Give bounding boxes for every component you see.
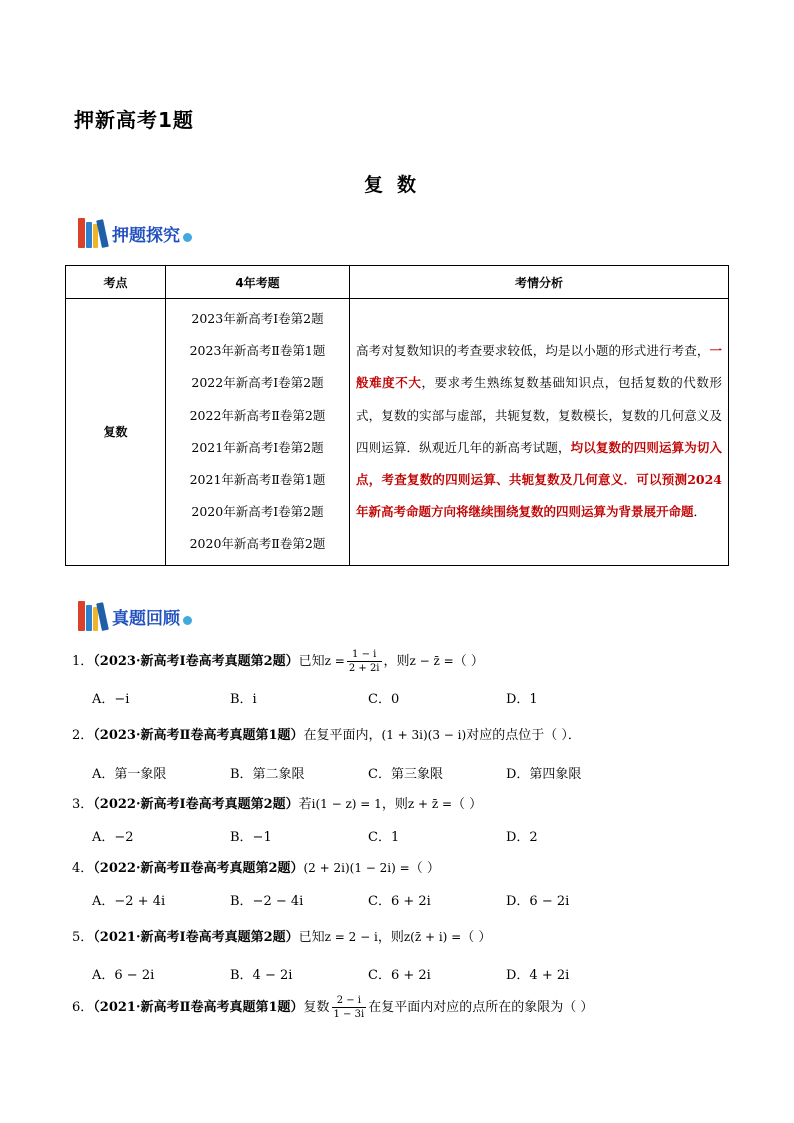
option-b[interactable]: B．−1 xyxy=(230,830,272,845)
analysis-text: ． xyxy=(693,504,707,520)
section-explore-heading xyxy=(78,214,192,248)
option-d[interactable]: D．6 − 2i xyxy=(506,894,570,909)
option-a[interactable]: A．−2 xyxy=(92,830,134,845)
question-text: 已知 xyxy=(298,930,325,945)
analysis-cell xyxy=(350,299,729,566)
exam-item: 2021年新高考Ⅰ卷第2题 xyxy=(191,439,324,455)
option-b[interactable]: B．第二象限 xyxy=(230,767,305,782)
analysis-table xyxy=(65,265,729,566)
exam-item: 2023年新高考Ⅱ卷第1题 xyxy=(189,343,326,359)
question-source: （2022·新高考Ⅰ卷高考真题第2题） xyxy=(93,797,299,812)
options-5 xyxy=(92,964,644,983)
option-d[interactable]: D．2 xyxy=(506,830,538,845)
option-d[interactable]: D．1 xyxy=(506,692,538,707)
fraction-denominator: 1 − 3i xyxy=(333,1009,365,1020)
question-number: 6． xyxy=(72,1000,94,1015)
question-source: （2023·新高考Ⅰ卷高考真题第2题） xyxy=(93,654,299,669)
option-c[interactable]: C．1 xyxy=(368,830,400,845)
option-a[interactable]: A．−i xyxy=(92,692,130,707)
option-d[interactable]: D．4 + 2i xyxy=(506,968,570,983)
math-expr: z(z̄ + i) = xyxy=(403,930,462,944)
fraction xyxy=(347,648,382,675)
question-source: （2021·新高考Ⅱ卷高考真题第1题） xyxy=(93,1000,304,1015)
section-review-label: 真题回顾 xyxy=(112,609,180,629)
question-5 xyxy=(72,926,491,945)
math-expr: (1 + 3i)(3 − i) xyxy=(381,728,467,742)
question-text: 复数 xyxy=(303,1000,330,1015)
fraction-numerator: 2 − i xyxy=(332,994,367,1008)
math-expr: z + z̄ = xyxy=(407,797,453,811)
exam-item: 2022年新高考Ⅰ卷第2题 xyxy=(191,375,324,391)
header-topic: 考点 xyxy=(66,266,166,299)
question-text: 在复平面内对应的点所在的象限为（ ） xyxy=(368,1000,594,1015)
analysis-highlight: 均以复数的四则运算为切入点，考查复数的四则运算、共轭复数及几何意义．可以预测2024年新高考命题方向将继续围绕复数的四则运算为背景展开命题 xyxy=(356,439,722,520)
options-1 xyxy=(92,688,644,707)
books-icon xyxy=(78,599,110,631)
question-text: 对应的点位于（ ）． xyxy=(466,728,581,743)
question-text: ，则 xyxy=(381,797,408,812)
question-source: （2022·新高考Ⅱ卷高考真题第2题） xyxy=(93,861,304,876)
question-3 xyxy=(72,793,482,812)
question-source: （2021·新高考Ⅰ卷高考真题第2题） xyxy=(93,930,299,945)
exams-cell xyxy=(166,299,350,566)
question-4 xyxy=(72,857,440,876)
option-c[interactable]: C．0 xyxy=(368,692,400,707)
question-text: （ ） xyxy=(461,930,492,945)
analysis-text: 高考对复数知识的考查要求较低，均是以小题的形式进行考查， xyxy=(356,343,710,359)
question-text: ，则 xyxy=(383,654,410,669)
option-c[interactable]: C．6 + 2i xyxy=(368,968,431,983)
chapter-subtitle: 复数 xyxy=(363,174,430,196)
option-c[interactable]: C．6 + 2i xyxy=(368,894,431,909)
fraction-numerator: 1 − i xyxy=(347,648,382,662)
option-a[interactable]: A．6 − 2i xyxy=(92,968,155,983)
exam-item: 2020年新高考Ⅰ卷第2题 xyxy=(191,504,324,520)
books-icon xyxy=(78,216,110,248)
exam-item: 2020年新高考Ⅱ卷第2题 xyxy=(189,536,326,552)
question-2 xyxy=(72,724,581,743)
fraction xyxy=(332,994,367,1021)
table-row xyxy=(66,299,729,566)
option-d[interactable]: D．第四象限 xyxy=(506,767,582,782)
question-text: 已知 xyxy=(298,654,325,669)
option-a[interactable]: A．−2 + 4i xyxy=(92,894,166,909)
option-a[interactable]: A．第一象限 xyxy=(92,767,167,782)
question-text: ，则 xyxy=(377,930,404,945)
question-number: 1． xyxy=(72,654,94,669)
page-title: 押新高考1题 xyxy=(74,108,194,132)
question-number: 2． xyxy=(72,728,94,743)
option-c[interactable]: C．第三象限 xyxy=(368,767,443,782)
section-review-heading xyxy=(78,597,192,631)
question-text: （ ） xyxy=(453,654,484,669)
math-expr: z − z̄ = xyxy=(409,654,454,668)
header-analysis: 考情分析 xyxy=(350,266,729,299)
question-text: 若 xyxy=(298,797,312,812)
math-expr: z = 2 − i xyxy=(324,930,378,944)
question-number: 3． xyxy=(72,797,94,812)
analysis-text: ，要求考生熟练复数基础知识点，包括复数的代数形式，复数的实部与虚部，共轭复数，复数模长，复数的几何意义及四则运算．纵观近几年的新高考试题， xyxy=(356,375,722,455)
question-text: 在复平面内， xyxy=(303,728,382,743)
question-6 xyxy=(72,994,593,1021)
question-1 xyxy=(72,648,484,675)
header-exams: 4年考题 xyxy=(166,266,350,299)
exam-item: 2021年新高考Ⅱ卷第1题 xyxy=(189,471,326,487)
table-header-row xyxy=(66,266,729,299)
options-4 xyxy=(92,890,644,909)
question-text: （ ） xyxy=(409,861,440,876)
dot-icon xyxy=(183,233,192,242)
dot-icon xyxy=(183,616,192,625)
math-expr: i(1 − z) = 1 xyxy=(311,797,382,811)
exam-item: 2023年新高考Ⅰ卷第2题 xyxy=(191,311,324,326)
options-2 xyxy=(92,763,644,782)
question-number: 5． xyxy=(72,930,94,945)
option-b[interactable]: B．i xyxy=(230,692,257,707)
options-3 xyxy=(92,826,644,845)
option-b[interactable]: B．4 − 2i xyxy=(230,968,293,983)
question-number: 4． xyxy=(72,861,94,876)
math-expr: (2 + 2i)(1 − 2i) = xyxy=(303,861,410,875)
exam-item: 2022年新高考Ⅱ卷第2题 xyxy=(189,407,326,423)
topic-cell: 复数 xyxy=(66,299,166,566)
question-source: （2023·新高考Ⅱ卷高考真题第1题） xyxy=(93,728,304,743)
section-explore-label: 押题探究 xyxy=(112,226,180,246)
option-b[interactable]: B．−2 − 4i xyxy=(230,894,304,909)
math-expr: z = xyxy=(324,654,345,668)
fraction-denominator: 2 + 2i xyxy=(348,663,380,674)
question-text: （ ） xyxy=(452,797,483,812)
analysis-highlight: 一般难度不大 xyxy=(356,343,722,391)
